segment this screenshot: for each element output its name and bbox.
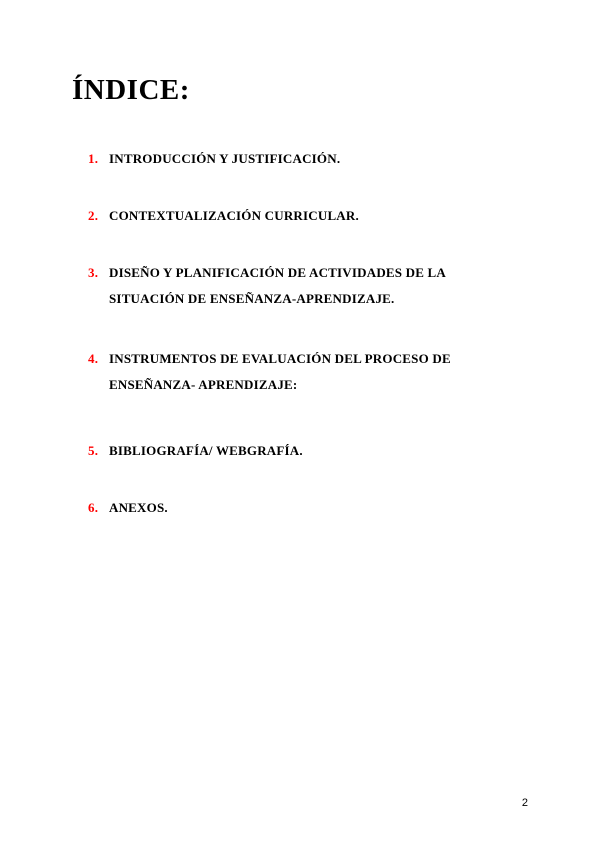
toc-item-label: ANEXOS. <box>109 500 168 515</box>
toc-item-number: 6. <box>88 500 99 515</box>
toc-item-label: INSTRUMENTOS DE EVALUACIÓN DEL PROCESO DE ENSEÑANZA- APRENDIZAJE: <box>109 351 451 392</box>
toc-item-label: DISEÑO Y PLANIFICACIÓN DE ACTIVIDADES DE LA SITUACIÓN DE ENSEÑANZA-APRENDIZAJE. <box>109 265 446 306</box>
page-number: 2 <box>521 797 528 809</box>
toc-item-2 <box>88 203 508 229</box>
toc-item-number: 2. <box>88 208 99 223</box>
page-title: ÍNDICE: <box>72 74 190 106</box>
toc-item-4 <box>88 346 508 398</box>
toc-item-number: 5. <box>88 443 99 458</box>
toc-item-label: INTRODUCCIÓN Y JUSTIFICACIÓN. <box>109 151 341 166</box>
toc-item-3 <box>88 260 508 312</box>
toc-item-number: 3. <box>88 265 99 280</box>
toc-item-1 <box>88 146 508 172</box>
toc-item-label: BIBLIOGRAFÍA/ WEBGRAFÍA. <box>109 443 303 458</box>
toc-item-label: CONTEXTUALIZACIÓN CURRICULAR. <box>109 208 359 223</box>
toc-item-number: 1. <box>88 151 99 166</box>
toc-item-6 <box>88 495 508 521</box>
toc-item-number: 4. <box>88 351 99 366</box>
toc-item-5 <box>88 438 508 464</box>
